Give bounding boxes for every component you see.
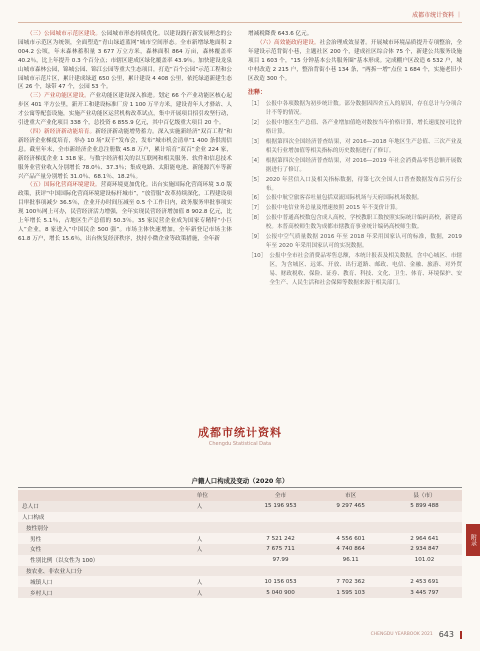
table-top-rule [18,487,462,488]
note-number: ［5］ [248,176,263,183]
note-number: ［4］ [248,157,263,164]
notes-title: 注释： [248,89,267,97]
note-number: ［2］ [248,120,263,127]
running-header [412,6,462,22]
row-county-cell: 2 964 641 [387,533,462,544]
row-label-cell: 性别比例（以女性为 100） [18,555,193,566]
row-city-cell: 1 595 103 [314,587,387,598]
footer-yearbook-text: CHENGDU YEARBOOK 2021 [370,632,433,637]
right-text-column [248,30,462,288]
row-all-cell: 7 521 242 [247,533,315,544]
notes-list [248,100,462,287]
row-label-cell: 按性别分 [18,522,193,533]
header-cell-city: 市区 [314,490,387,501]
row-county-cell [387,522,462,533]
note-item [248,233,462,251]
appendix-side-tab: 附录 [466,524,480,556]
note-text: 根据第四次全国经济普查结果，对 2016—2019 年社会消费品零售总额开展数据进行了修订。 [265,157,462,173]
paragraph-subheading: （三）公园城市示范区建设。 [26,31,102,37]
row-county-cell: 5 899 488 [387,501,462,512]
note-item [248,214,462,232]
row-all-cell: 5 040 900 [247,587,315,598]
row-unit-cell: 人 [193,587,247,598]
table-row [18,566,462,577]
paragraph [248,39,462,84]
table-body [18,501,462,598]
note-item [248,119,462,137]
row-all-cell [247,522,315,533]
row-label-cell: 女性 [18,544,193,555]
row-unit-cell [193,555,247,566]
row-all-cell [247,512,315,523]
paragraph-continued: 增减税降费 643.6 亿元。 [248,31,313,37]
header-cell-county: 县（市） [387,490,462,501]
row-unit-cell: 人 [193,576,247,587]
paragraph-subheading: （六）高效能政府建设。 [256,39,320,46]
row-city-cell [314,522,387,533]
note-number: ［1］ [248,101,263,108]
footer-accent-bar [460,631,462,639]
paragraph-subheading: （四）新经济新动能培育。 [26,128,96,135]
row-label-cell: 城镇人口 [18,576,193,587]
row-city-cell: 4 556 601 [314,533,387,544]
note-text: 公报中空气质量数据 2016 年至 2018 年采用国家认可的标准，数据，2019 年至 2020 年采用国家认可的实况数据。 [265,234,462,249]
row-all-cell: 97.99 [247,555,315,566]
table-row [18,587,462,598]
paragraph-subheading: （五）国际化营商环境建设。 [26,182,101,189]
row-unit-cell [193,522,247,533]
row-unit-cell [193,512,247,523]
table-row [18,555,462,566]
left-text-column [18,30,232,244]
paragraph-subheading: （三）产业功能区建设。 [26,93,90,100]
note-item [248,176,462,194]
row-county-cell: 2 934 847 [387,544,462,555]
row-label-cell: 总人口 [18,501,193,512]
paragraph [18,92,232,128]
row-label-cell: 人口构成 [18,512,193,523]
note-item [248,252,462,288]
row-city-cell [314,566,387,577]
paragraph [18,30,232,92]
note-number: ［3］ [248,138,263,145]
note-text: 公报中全市社会消费品零售总额，本统计报表及相关数据，含中心城区、市辖区，为含城区、远郊、开放、出行道路、邮政、电信、金融、旅游、对外贸易、财政税收、保险、证券、教育、科技、文化、卫生、体育、环境保护、安全生产、人民生活和社会保障等数据来源于相关部门。 [269,252,462,286]
paragraph-text: 产业功能区建设深入推进。划定 66 个产业功能区核心起步区 401 平方公里，新开工和建设标准厂房 1 100 万平方米，建设青年人才驿站、人才公寓等配套设施，实施产业功能区运营机构改革试点，集中开展项目招引攻坚行动，引进重大产业化项目 338 个，总投资 6 855.9 亿元，其中百亿级重大项目 20 个。 [18,93,232,127]
row-unit-cell [193,566,247,577]
paragraph [18,181,232,243]
paragraph-text: 社会治理成效显著。开展城市环境品质提升专项整治，全年建设示范背街小巷，主题社区 200 个，建成社区综合体 75 个，新建公共服务设施项目 1 603 个，“15 分钟基本公共服务圈”基本形成。完成棚户区改造 6 532 户，城中村改造 2 215 户，整治背街小巷 134 条，“两拆一增”点位 1 684 个，实施老旧小区改造 300 个。 [248,39,462,82]
row-city-cell [314,512,387,523]
note-number: ［10］ [248,252,267,259]
note-item [248,157,462,175]
population-table [18,490,462,598]
row-unit-cell: 人 [193,533,247,544]
table-title: 户籍人口构成及变动（2020 年） [191,477,289,485]
note-number: ［9］ [248,234,263,241]
paragraph [18,128,232,181]
row-all-cell: 10 156 053 [247,576,315,587]
header-cell-unit: 单位 [193,490,247,501]
note-text: 2020 年营信入口及相关指标数据，待第七次全国人口普查数据发布后另行公布。 [265,176,462,192]
section-subtitle: Chengdu Statistical Data [208,441,272,447]
table-row [18,576,462,587]
note-text: 公报中航空旅客吞吐量包括双流国际机场与天府国际机场数据。 [265,195,423,202]
row-city-cell: 9 297 465 [314,501,387,512]
note-text: 公报中普通高校数包含成人高校，学校教职工数按照实际统计编码高校，新建高校。本普高校师生数为成都市辖教育事业统计编码高校师生数。 [265,215,462,231]
section-title: 成都市统计资料 [198,426,282,439]
running-header-text: 成都市统计资料 ｜ [412,11,462,19]
table-row [18,533,462,544]
note-text: 公报中各项数据为初步统计数。部分数据因四舍五入的原因，存在总计与分项合计不等的情况。 [265,101,462,117]
note-text: 公报中电信业务总量及增速按照 2015 年不变价计算。 [265,205,402,212]
table-row [18,544,462,555]
table-row [18,501,462,512]
row-city-cell: 7 702 362 [314,576,387,587]
note-number: ［7］ [248,205,263,212]
row-all-cell: 15 196 953 [247,501,315,512]
page-number: 643 [438,630,454,639]
table-header-row [18,490,462,501]
note-number: ［6］ [248,195,263,202]
note-item [248,100,462,118]
row-label-cell: 乡村人口 [18,587,193,598]
note-item [248,194,462,203]
row-county-cell [387,512,462,523]
row-county-cell: 101.02 [387,555,462,566]
row-city-cell: 96.11 [314,555,387,566]
row-all-cell [247,566,315,577]
note-number: ［8］ [248,215,263,222]
header-cell-all: 全市 [247,490,315,501]
table-row [18,522,462,533]
row-label-cell: 男性 [18,533,193,544]
paragraph-text: 公园城市形态持续优化。以建设践行新发展理念的公园城市示范区为统领，全面塑造“青山绿道蓝网”城市空间形态。全市新增绿地面积 2 004.2 公顷，年末森林蓄积量 3 677 万立方米，森林面积 864 万亩，森林覆盖率 40.2％，比上年提升 0.3 个百分点；市辖区建成区绿化覆盖率 43.9％。加快建设龙泉山城市森林公园，锦城公园、锦江公园等重大生态项目，打造“百个公园”示范工程和公园城市示范片区，累计建成绿道 650 公里，累计建设 4 408 公里，依托绿道新建生态区 26 个，绿带 47 个，公园 53 个。 [18,31,232,91]
row-county-cell [387,566,462,577]
row-unit-cell: 人 [193,544,247,555]
row-city-cell: 4 740 864 [314,544,387,555]
note-item [248,138,462,156]
note-text: 根据第四次全国经济普查结果，对 2016—2018 年地区生产总值、三次产业及相关行业增加值等相关指标的历史数据进行了修订。 [265,138,462,154]
row-county-cell: 3 445 797 [387,587,462,598]
row-label-cell: 按农业、非农业人口分 [18,566,193,577]
page-footer [371,630,462,639]
note-item [248,204,462,213]
row-all-cell: 7 675 711 [247,544,315,555]
header-divider [18,22,462,23]
header-cell-indicator [18,490,193,501]
table-row [18,512,462,523]
row-county-cell: 2 453 691 [387,576,462,587]
row-unit-cell: 人 [193,501,247,512]
note-text: 公报中地区生产总值、各产业增加值绝对数按当年价格计算，增长速度按可比价格计算。 [265,120,462,136]
paragraph-text: 营商环境更加优化。出台实施国际化营商环境 3.0 版政策，获评“中国国际化营商环境建设标杆城市”，“放管服”改革持续深化，工程建设项目审批事项减少 36.5％，企业开办时间压减至 0.5 个工作日内，政务服务审批事项实现 100％网上可办，民营经济活力增强，全年实现民营经济增加值 8 902.8 亿元，比上年增长 5.1％，占地区生产总值的 50.3％。35 家民营企业成为国家专精特“小巨人”企业，8 家进入“中国民企 500 强”。市场主体快速增加，全年新登记市场主体 61.8 万户，增长 15.6％，出台恢复经济秩序，扶持小微企业等政策措施，全年新 [18,182,232,242]
paragraph-text: 新经济新动能增势蓄力。深入实施新经济“双百工程”和新经济企业梯度培育，举办 10 场“双千”发布会，发布“城市机会清单”1 400 条供需信息。截至年末，全市新经济企业总注册数 45.8 万户，累计培育“双百”企业 224 家，新经济梯度企业 1 318 家。与数字经济相关的以互联网和相关服务、软件和信息技术服务业营业收入分别增长 78.0％、37.3％；集成电路、太阳能电池、新能源汽车等新兴产品产量分别增长 31.0％、68.1％、18.2％。 [18,128,232,180]
